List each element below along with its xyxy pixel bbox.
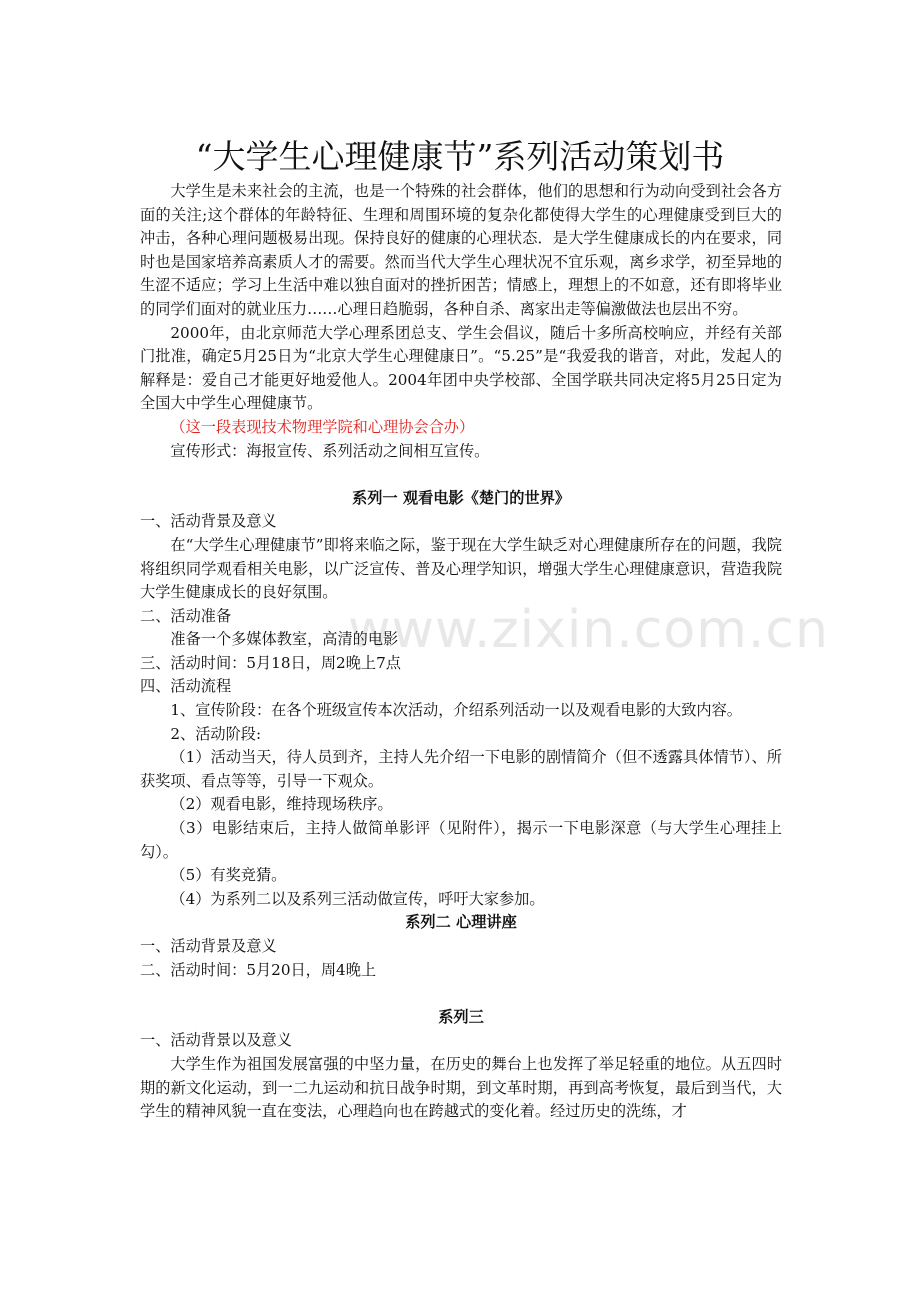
- series1-section4-title: 四、活动流程: [140, 677, 232, 696]
- series1-section1-text: 在“大学生心理健康节”即将来临之际，鉴于现在大学生缺乏对心理健康所存在的问题，我院将组织同学观看相关电影，以广泛宣传、普及心理学知识，增强大学生心理健康意识，营造我院大学生健康成长的良好氛围。: [140, 535, 782, 602]
- document-body: [140, 180, 782, 1124]
- series1-section2-title: 二、活动准备: [140, 606, 232, 625]
- series1-section2-text: 准备一个多媒体教室，高清的电影: [170, 630, 399, 649]
- document-title: “大学生心理健康节”系列活动策划书: [195, 137, 725, 177]
- series1-heading: 系列一 观看电影《楚门的世界》: [352, 488, 570, 507]
- series2-section2-title: 二、活动时间：5月20日，周4晚上: [140, 960, 377, 979]
- series1-step2: 2、活动阶段:: [170, 724, 262, 743]
- series3-section1-text: 大学生作为祖国发展富强的中坚力量，在历史的舞台上也发挥了举足轻重的地位。从五四时期的新文化运动，到一二九运动和抗日战争时期，到文革时期，再到高考恢复，最后到当代，大学生的精神风貌一直在变法，心理趋向也在跨越式的变化着。经过历史的洗练，才: [140, 1054, 782, 1121]
- spacer: [140, 463, 782, 487]
- series1-section1-title: 一、活动背景及意义: [140, 512, 277, 531]
- series2-section1-title: 一、活动背景及意义: [140, 937, 277, 955]
- series1-step1: 1、宣传阶段：在各个班级宣传本次活动，介绍系列活动一以及观看电影的大致内容。: [170, 701, 742, 720]
- series3-heading: 系列三: [438, 1007, 484, 1026]
- intro-paragraph-2: 2000年，由北京师范大学心理系团总支、学生会倡议，随后十多所高校响应，并经有关部门批准，确定5月25日为“北京大学生心理健康日”。“5.25”是“我爱我的谐音，对此，发起人的解释是：爱自己才能更好地爱他人。2004年团中央学校部、全国学联共同决定将5月25日定为全国大中学生心理健康节。: [140, 323, 782, 413]
- intro-note: （这一段表现技术物理学院和心理协会合办）: [170, 417, 475, 436]
- intro-paragraph-1: 大学生是未来社会的主流，也是一个特殊的社会群体，他们的思想和行为动向受到社会各方面的关注;这个群体的年龄特征、生理和周围环境的复杂化都使得大学生的心理健康受到巨大的冲击，各种心理问题极易出现。保持良好的健康的心理状态．是大学生健康成长的内在要求，同时也是国家培养高素质人才的需要。然而当代大学生心理状况不宜乐观，离乡求学，初至异地的生涩不适应；学习上生活中难以独自面对的挫折困苦；情感上，理想上的不如意，还有即将毕业的同学们面对的就业压力……心理日趋脆弱，各种自杀、离家出走等偏激做法也层出不穷。: [140, 182, 782, 318]
- spacer: [140, 982, 782, 1006]
- series2-heading: 系列二 心理讲座: [405, 913, 517, 932]
- series1-section3-title: 三、活动时间：5月18日，周2晚上7点: [140, 653, 401, 672]
- series1-item3: （3）电影结束后，主持人做简单影评（见附件），揭示一下电影深意（与大学生心理挂上勾）。: [140, 819, 782, 861]
- series1-item5: （5）有奖竞猜。: [170, 866, 287, 885]
- series1-item2: （2）观看电影，维持现场秩序。: [170, 795, 393, 814]
- series1-item4: （4）为系列二以及系列三活动做宣传，呼吁大家参加。: [170, 889, 545, 908]
- publicity-line: 宣传形式：海报宣传、系列活动之间相互宣传。: [170, 441, 490, 460]
- series1-item1: （1）活动当天，待人员到齐，主持人先介绍一下电影的剧情简介（但不透露具体情节）、所获奖项、看点等等，引导一下观众。: [140, 748, 782, 790]
- series3-section1-title: 一、活动背景以及意义: [140, 1031, 292, 1050]
- watermark: www.zixin.com.cn: [348, 600, 829, 660]
